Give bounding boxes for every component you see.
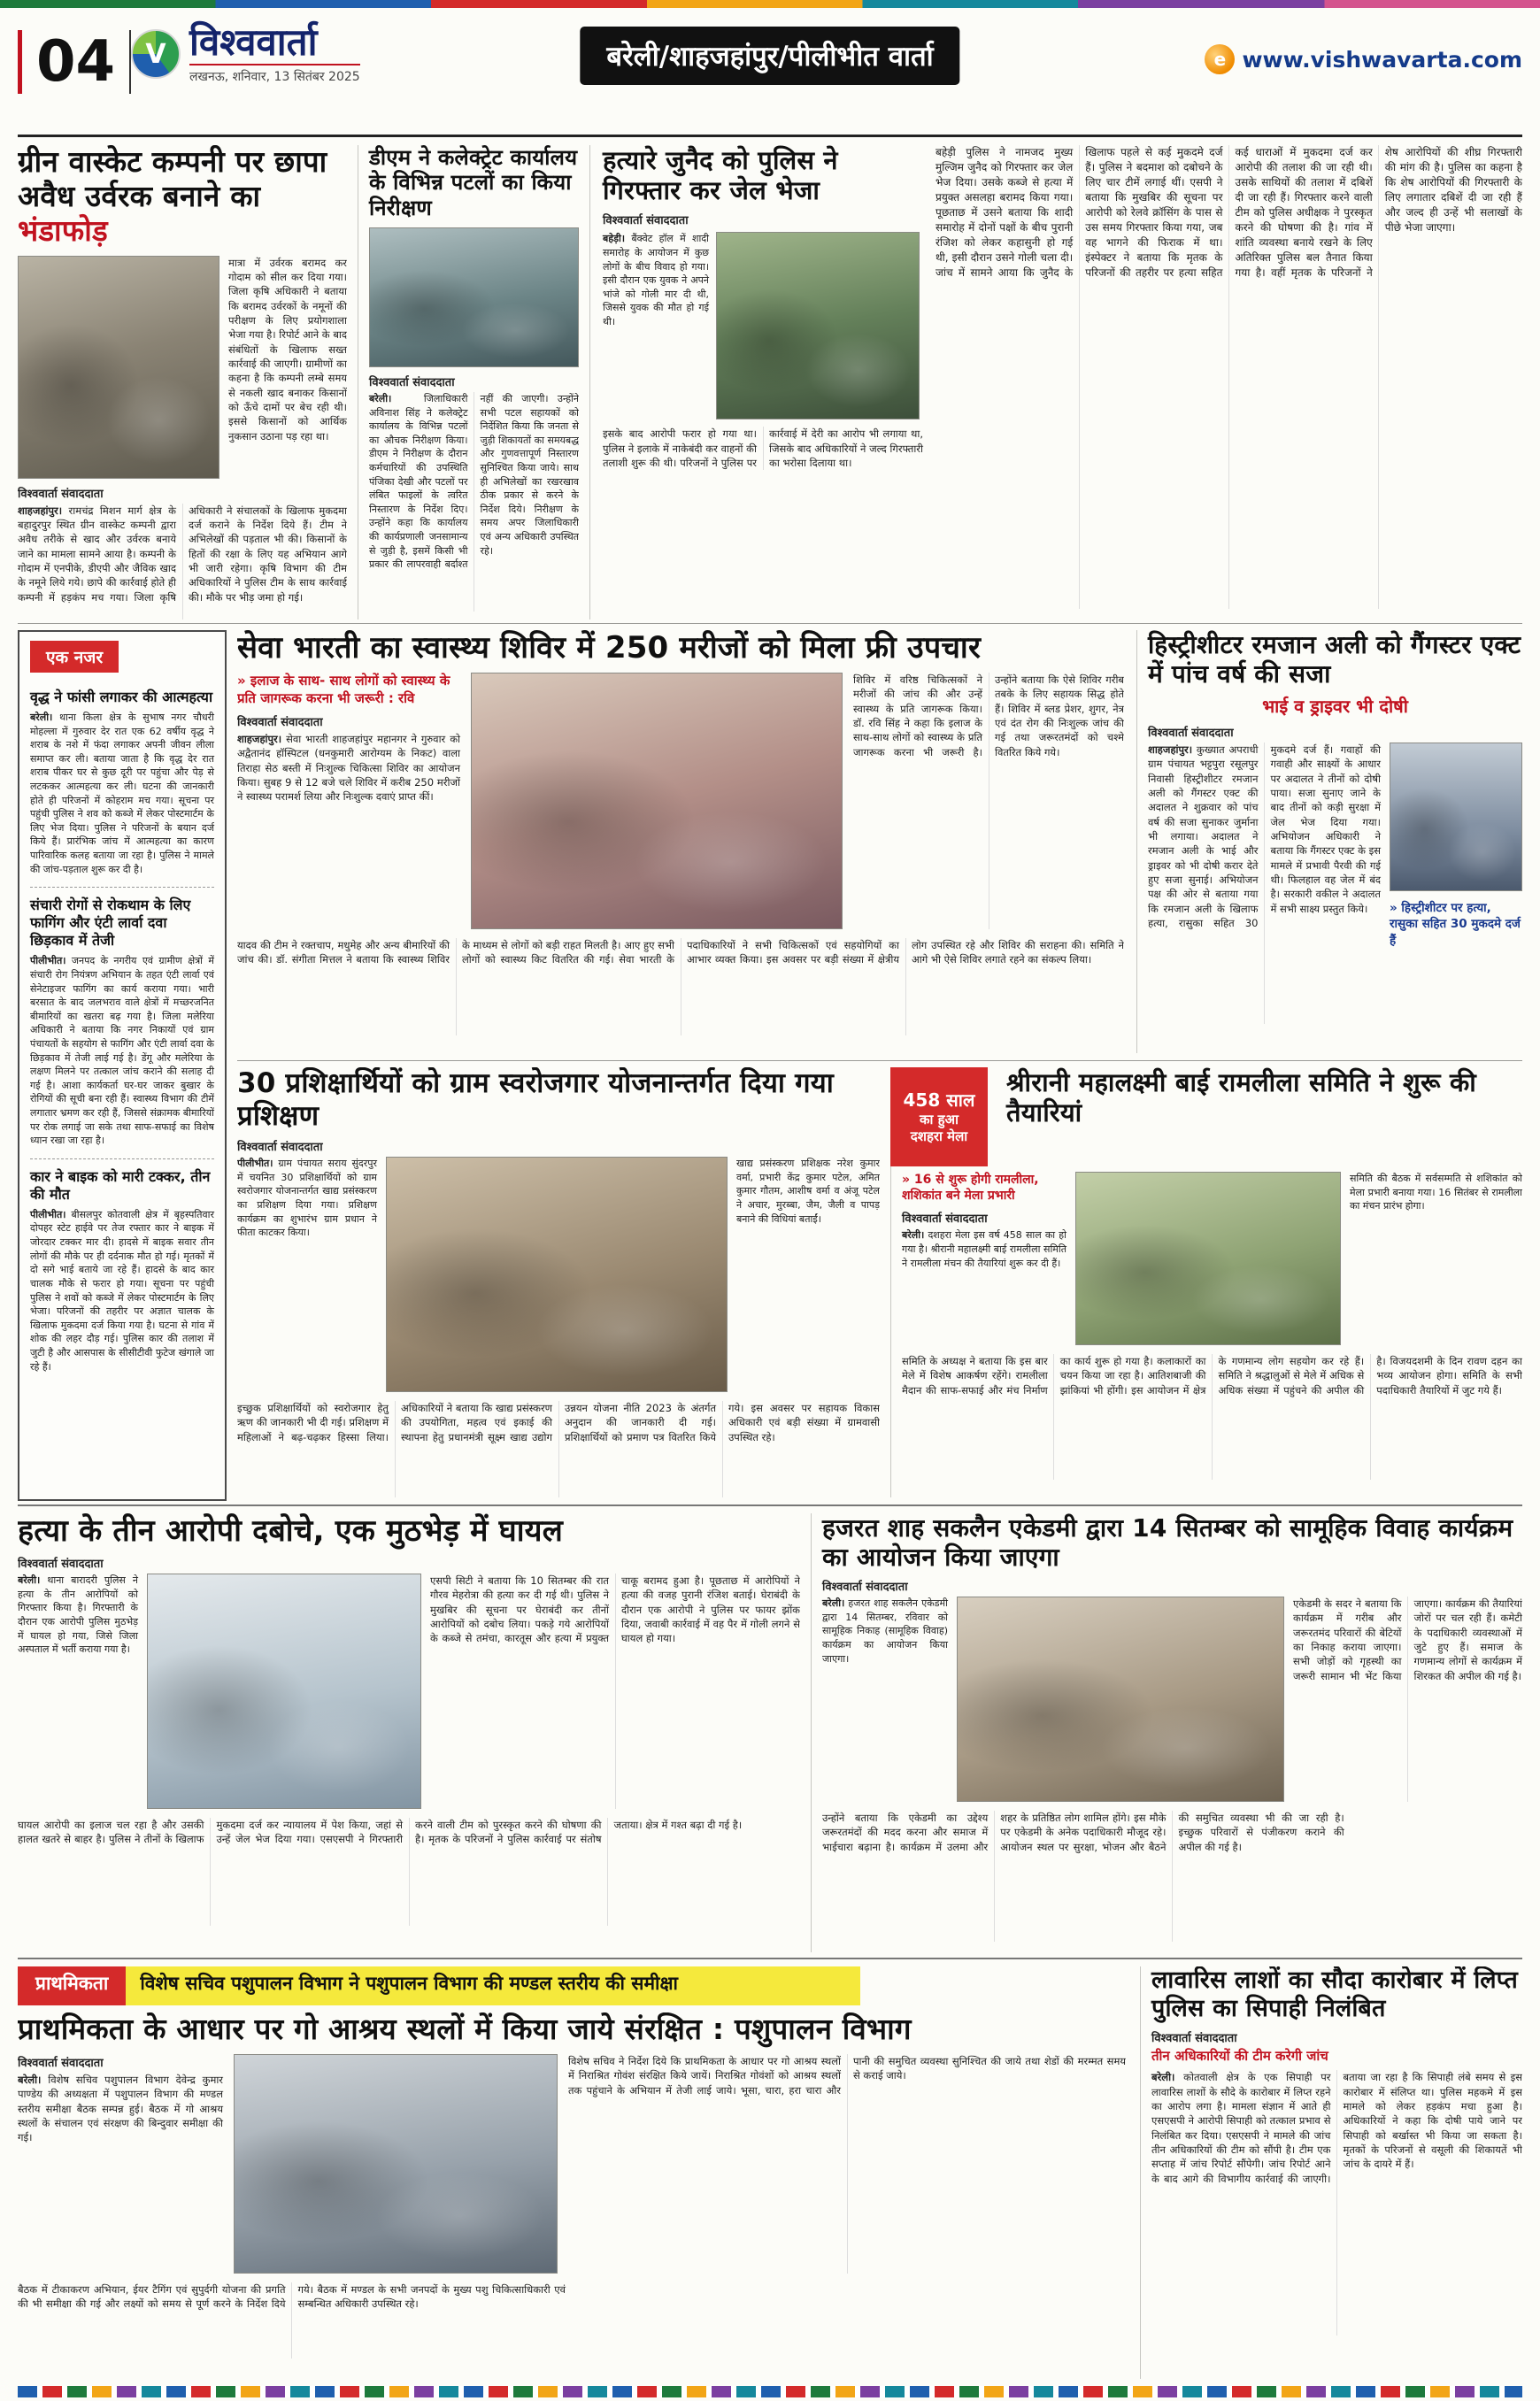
raid-godown-photo — [18, 256, 219, 479]
dateline-location: पीलीभीत। — [30, 955, 66, 967]
article-green-basket — [18, 145, 347, 619]
article-nikah — [811, 1513, 1522, 1952]
article-historysheeter — [1136, 630, 1522, 1053]
murder-body-1 — [18, 1574, 138, 1809]
brief-divider — [30, 1158, 214, 1159]
training-headline: 30 प्रशिक्षार्थियों को ग्राम स्वरोजगार योजनान्तर्गत दिया गया प्रशिक्षण — [237, 1067, 834, 1132]
headline-highlight: भंडाफोड़ — [18, 212, 108, 248]
murder-body-3: घायल आरोपी का इलाज चल रहा है और उसकी हालत खतरे से बाहर है। पुलिस ने तीनों के खिलाफ मुकदमा दर्ज कर न्यायालय में पेश किया, जहां से उन्हें जेल भेज दिया गया। एसएसपी ने गिरफ्तारी करने वाली टीम को पुरस्कृत करने की घोषणा की है। मृतक के परिजनों ने पुलिस कार्रवाई पर संतोष जताया। क्षेत्र में गश्त बढ़ा दी गई है। — [18, 1819, 743, 1846]
ramlila-body-1 — [902, 1228, 1066, 1333]
academy-meeting-photo — [957, 1597, 1284, 1802]
brief-headline: कार ने बाइक को मारी टक्कर, तीन की मौत — [30, 1167, 211, 1203]
junaid-headline: हत्यारे जुनैद को पुलिस ने गिरफ्तार कर जेल भेजा — [603, 145, 838, 206]
article-murder-arrest — [18, 1513, 800, 1952]
article-dm-inspection — [358, 145, 579, 619]
junaid-arrest-photo — [716, 232, 920, 419]
seva-body-1 — [237, 732, 460, 882]
byline: विश्ववार्ता संवाददाता — [369, 375, 455, 389]
body-copy: कोतवाली क्षेत्र के एक सिपाही पर लावारिस लाशों के सौदे के कारोबार में लिप्त रहने का आरोप लगा है। मामला संज्ञान में आते ही एसएसपी ने आरोपी सिपाही को तत्काल प्रभाव से निलंबित कर दिया। एसएसपी ने मामले की जांच तीन अधिकारियों की टीम को सौंपी है। टीम एक सप्ताह में जांच रिपोर्ट सौंपेगी। जांच रिपोर्ट आने के बाद आगे की विभागीय कार्रवाई की जाएगी। बताया जा रहा है कि सिपाही लंबे समय से इस कारोबार में संलिप्त था। पुलिस महकमे में इस मामले को लेकर हड़कंप मचा हुआ है। अधिकारियों ने कहा कि दोषी पाये जाने पर सिपाही को बर्खास्त भी किया जा सकता है। मृतकों के परिजनों से वसूली की शिकायतें भी जांच के दायरे में हैं। — [1151, 2071, 1522, 2185]
seva-headline: सेवा भारती का स्वास्थ्य शिविर में 250 मरीजों को मिला फ्री उपचार — [237, 630, 982, 666]
body-copy: थाना किला क्षेत्र के सुभाष नगर चौधरी मोहल्ला में गुरुवार देर रात एक 62 वर्षीय वृद्ध ने शराब के नशे में फंदा लगाकर अपनी जीवन लीला समाप्त कर ली। बताया जाता है कि वृद्ध देर रात शराब पीकर घर से कुछ दूरी पर पहुंचा और पेड़ से लटककर आत्महत्या कर ली। घटना की जानकारी होते ही परिजनों में कोहराम मच गया। सूचना पर पहुंची पुलिस ने शव को कब्जे में लेकर पोस्टमार्टम के लिए भेज दिया। पुलिस ने परिजनों के बयान दर्ज किये हैं। प्रारंभिक जांच में आत्महत्या का कारण पारिवारिक कलह बताया जा रहा है। पुलिस ने मामले की जांच-पड़ताल शुरू कर दी है। — [30, 712, 214, 875]
historysheeter-headline: हिस्ट्रीशीटर रमजान अली को गैंगस्टर एक्ट में पांच वर्ष की सजा — [1148, 630, 1521, 689]
pashupalan-headline: प्राथमिकता के आधार पर गो आश्रय स्थलों में किया जाये संरक्षित : पशुपालन विभाग — [18, 2012, 912, 2046]
ramlila-body-3: समिति के अध्यक्ष ने बताया कि इस बार मेले में विशेष आकर्षण रहेंगे। रामलीला मैदान की साफ-सफाई और मंच निर्माण का कार्य शुरू हो गया है। कलाकारों का चयन किया जा रहा है। आतिशबाजी की झांकियां भी होंगी। इस आयोजन में क्षेत्र के गणमान्य लोग सहयोग कर रहे हैं। समिति ने श्रद्धालुओं से मेले में अधिक से अधिक संख्या में पहुंचने की अपील की है। विजयदशमी के दिन रावण दहन का भव्य आयोजन होगा। समिति के सभी पदाधिकारी तैयारियों में जुट गये हैं। — [902, 1355, 1522, 1397]
body-copy: हजरत शाह सकलैन एकेडमी द्वारा 14 सितम्बर, रविवार को सामूहिक निकाह (सामूहिक विवाह) कार्यक्रम का आयोजन किया जाएगा। — [822, 1597, 948, 1665]
pashupalan-strip-headline: विशेष सचिव पशुपालन विभाग ने पशुपालन विभाग की मण्डल स्तरीय की समीक्षा — [126, 1966, 860, 2005]
masthead-rule — [18, 135, 1522, 137]
one-glance-box — [18, 630, 227, 1501]
body-copy: रामचंद्र मिशन मार्ग क्षेत्र के बहादुरपुर स्थित ग्रीन वास्केट कम्पनी द्वारा अवैध तरीके से खाद और उर्वरक बनाये जाने का मामला सामने आया है। कम्पनी के गोदाम में एनपीके, डीएपी और जैविक खाद के नमूने लिये गये। छापे की कार्रवाई होते ही कम्पनी में हड़कंप मच गया। जिला कृषि अधिकारी ने संचालकों के खिलाफ मुकदमा दर्ज कराने के निर्देश दिये हैं। टीम ने अभिलेखों की पड़ताल भी की। किसानों के हितों की रक्षा के लिए यह अभियान आगे भी जारी रहेगा। कृषि विभाग की टीम अधिकारियों ने पुलिस टीम के साथ कार्रवाई की। मौके पर भीड़ जमा हो गई। — [18, 504, 347, 604]
nikah-body-2: एकेडमी के सदर ने बताया कि कार्यक्रम में गरीब और जरूरतमंद परिवारों की बेटियों का निकाह कराया जाएगा। सभी जोड़ों को गृहस्थी का जरूरी सामान भी भेंट किया जाएगा। कार्यक्रम की तैयारियां जोरों पर चल रही हैं। कमेटी के पदाधिकारी व्यवस्थाओं में जुटे हुए हैं। समाज के गणमान्य लोगों से कार्यक्रम में शिरकत की अपील की गई है। — [1293, 1597, 1522, 1682]
article-pashupalan — [18, 2012, 1126, 2379]
byline: विश्ववार्ता संवाददाता — [18, 2056, 104, 2070]
row-rule — [18, 1958, 1522, 1959]
review-meeting-photo — [234, 2054, 558, 2274]
ramlila-kicker: » 16 से शुरू होगी रामलीला, शशिकांत बने मेला प्रभारी — [902, 1173, 1039, 1204]
dussehra-mela-box — [890, 1067, 988, 1166]
training-photo — [386, 1157, 728, 1392]
nikah-headline: हजरत शाह सकलैन एकेडमी द्वारा 14 सितम्बर को सामूहिक विवाह कार्यक्रम का आयोजन किया जाएगा — [822, 1513, 1513, 1573]
body-copy: कुख्यात अपराधी ग्राम पंचायत भट्टपुरा रसूलपुर निवासी हिस्ट्रीशीटर रमजान अली को गैंगस्टर एक्ट की अदालत ने शुक्रवार को पांच वर्ष की सजा सुनाकर जुर्माना भी लगाया। अदालत ने रमजान अली के भाई और ड्राइवर को भी दोषी करार देते हुए सजा सुनाई। अभियोजन पक्ष की ओर से बताया गया कि रमजान अली के खिलाफ हत्या, रासुका सहित 30 मुकदमे दर्ज हैं। गवाहों की गवाही और साक्ष्यों के आधार पर अदालत ने तीनों को दोषी पाया। सजा सुनाए जाने के बाद तीनों को कड़ी सुरक्षा में जेल भेज दिया गया। अभियोजन अधिकारी ने बताया कि गैंगस्टर एक्ट के इस मामले में प्रभावी पैरवी की गई थी। फिलहाल वह जेल में बंद है। सरकारी वकील ने अदालत में सभी साक्ष्य प्रस्तुत किये। — [1148, 743, 1381, 929]
website-url: www.vishwavarta.com — [1242, 46, 1522, 73]
body-copy: जनपद के नगरीय एवं ग्रामीण क्षेत्रों में संचारी रोग नियंत्रण अभियान के तहत एंटी लार्वा एवं सेनेटाइजर फागिंग का कार्य कराया गया। भारी बरसात के बाद जलभराव वाले क्षेत्रों में मच्छरजनित बीमारियों का खतरा बढ़ गया है। जिला मलेरिया अधिकारी ने बताया कि नगर निकायों एवं ग्राम पंचायतों के सहयोग से फागिंग और एंटी लार्वा दवा के छिड़काव में तेजी लाई गई है। डेंगू और मलेरिया के लक्षण मिलने पर तत्काल जांच कराने की सलाह दी गई है। आशा कार्यकर्ता घर-घर जाकर बुखार के रोगियों की सूची बना रही हैं। स्वास्थ्य विभाग की टीमें लगातार भ्रमण कर रही हैं, जिससे संक्रामक बीमारियों पर रोक लगाई जा सके तथा साफ-सफाई का विशेष ध्यान रखा जा रहा है। — [30, 955, 214, 1147]
seva-body-2: शिविर में वरिष्ठ चिकित्सकों ने मरीजों की जांच की और उन्हें स्वास्थ्य के प्रति जागरूक किया। डॉ. रवि सिंह ने कहा कि इलाज के साथ-साथ लोगों को स्वास्थ्य के प्रति जागरूक करना भी जरूरी है। उन्होंने बताया कि ऐसे शिविर गरीब तबके के लिए सहायक सिद्ध होते हैं। शिविर में ब्लड प्रेशर, शुगर, नेत्र एवं दंत रोग की निःशुल्क जांच की गई तथा जरूरतमंदों को चश्मे वितरित किये गये। — [853, 673, 1124, 758]
dateline-location: पीलीभीत। — [237, 1158, 273, 1170]
masthead-text — [189, 20, 360, 85]
masthead-brand — [131, 20, 360, 85]
training-body-1 — [237, 1157, 377, 1392]
junaid-body-under: इसके बाद आरोपी फरार हो गया था। पुलिस ने इलाके में नाकेबंदी कर वाहनों की तलाशी शुरू की थी। परिजनों ने पुलिस पर कार्रवाई में देरी का आरोप भी लगाया था, जिसके बाद अधिकारियों ने जल्द गिरफ्तारी का भरोसा दिलाया था। — [603, 427, 923, 470]
article-training — [237, 1067, 880, 1497]
dm-headline: डीएम ने कलेक्ट्रेट कार्यालय के विभिन्न पटलों का किया निरीक्षण — [369, 145, 578, 220]
murder-body-2: एसपी सिटी ने बताया कि 10 सितम्बर की रात गौरव मेहरोत्रा की हत्या कर दी गई थी। पुलिस ने मुखबिर की सूचना पर घेराबंदी कर तीनों आरोपियों को दबोच लिया। पकड़े गये आरोपियों के कब्जे से तमंचा, कारतूस और हत्या में प्रयुक्त चाकू बरामद हुआ है। पूछताछ में आरोपियों ने हत्या की वजह पुरानी रंजिश बताई। घेराबंदी के दौरान एक आरोपी ने पुलिस पर फायर झोंक दिया, जवाबी कार्रवाई में वह पैर में गोली लगने से घायल हो गया। — [430, 1574, 800, 1645]
ramlila-body-2: समिति की बैठक में सर्वसम्मति से शशिकांत को मेला प्रभारी बनाया गया। 16 सितंबर से रामलीला का मंचन प्रारंभ होगा। — [1350, 1173, 1522, 1212]
brief-body — [30, 954, 214, 1148]
seva-kicker: » इलाज के साथ- साथ लोगों को स्वास्थ्य के प्रति जागरूक करना भी जरूरी : रवि — [237, 673, 450, 706]
logo-v-icon — [131, 29, 181, 79]
byline: विश्ववार्ता संवाददाता — [18, 487, 104, 501]
edition-title: बरेली/शाहजहांपुर/पीलीभीत वार्ता — [580, 27, 959, 85]
byline: विश्ववार्ता संवाददाता — [603, 214, 689, 228]
training-body-3: इच्छुक प्रशिक्षार्थियों को स्वरोजगार हेतु ऋण की जानकारी भी दी गई। प्रशिक्षण में महिलाओं ने बढ़-चढ़कर हिस्सा लिया। अधिकारियों ने बताया कि खाद्य प्रसंस्करण की उपयोगिता, महत्व एवं इकाई की स्थापना हेतु प्रधानमंत्री सूक्ष्म खाद्य उद्योग उन्नयन योजना नीति 2023 के अंतर्गत अनुदान की जानकारी दी गई। प्रशिक्षार्थियों को प्रमाण पत्र वितरित किये गये। इस अवसर पर सहायक विकास अधिकारी एवं बड़ी संख्या में ग्रामवासी उपस्थित रहे। — [237, 1402, 880, 1443]
masthead-dateline: लखनऊ, शनिवार, 13 सितंबर 2025 — [189, 64, 360, 85]
byline: विश्ववार्ता संवाददाता — [237, 1141, 323, 1155]
masthead — [18, 14, 1522, 131]
nikah-body-3: उन्होंने बताया कि एकेडमी का उद्देश्य जरूरतमंदों की मदद करना और समाज में भाईचारा बढ़ाना है। कार्यक्रम में उलमा और शहर के प्रतिष्ठित लोग शामिल होंगे। इस मौके पर एकेडमी के अनेक पदाधिकारी मौजूद रहे। आयोजन स्थल पर सुरक्षा, भोजन और बैठने की समुचित व्यवस्था भी की जा रही है। इच्छुक परिवारों से पंजीकरण कराने की अपील की गई है। — [822, 1812, 1344, 1853]
body-copy: बीसलपुर कोतवाली क्षेत्र में बृहस्पतिवार दोपहर स्टेट हाईवे पर तेज रफ्तार कार ने बाइक में जोरदार टक्कर मार दी। हादसे में बाइक सवार तीन लोगों की मौके पर ही दर्दनाक मौत हो गई। मृतकों में दो सगे भाई बताये जा रहे हैं। हादसे के बाद कार चालक मौके से फरार हो गया। सूचना पर पहुंची पुलिस ने शवों को कब्जे में लेकर पोस्टमार्टम के लिए भेजा। परिजनों की तहरीर पर अज्ञात चालक के खिलाफ मुकदमा दर्ज किया गया है। घटना से गांव में शोक की लहर दौड़ गई। पुलिस कार की तलाश में जुटी है और आसपास के सीसीटीवी फुटेज खंगाले जा रहे हैं। — [30, 1208, 214, 1373]
article-suspended-cop — [1140, 1966, 1522, 2379]
body-copy: बैंक्वेट हॉल में शादी समारोह के आयोजन में कुछ लोगों के बीच विवाद हो गया। इसी दौरान एक युवक ने अपने भांजे को गोली मार दी थी, जिससे युवक की मौत हो गई थी। — [603, 233, 710, 328]
dateline-location: शाहजहांपुर। — [237, 733, 282, 746]
dateline-location: पीलीभीत। — [30, 1208, 66, 1220]
body-copy: जिलाधिकारी अविनाश सिंह ने कलेक्ट्रेट कार्यालय के विभिन्न पटलों का औचक निरीक्षण किया। डीएम ने निरीक्षण के दौरान कर्मचारियों की उपस्थिति पंजिका देखी और पटलों पर लंबित फाइलों के त्वरित निस्तारण के निर्देश दिए। उन्होंने कहा कि कार्यालय की कार्यप्रणाली जनसामान्य से जुड़ी है, इसमें किसी भी प्रकार की लापरवाही बर्दाश्त नहीं की जाएगी। उन्होंने सभी पटल सहायकों को निर्देशित किया कि जनता से जुड़ी शिकायतों का समयबद्ध और गुणवत्तापूर्ण निस्तारण सुनिश्चित किया जाये। साथ ही अभिलेखों का रखरखाव ठीक प्रकार से करने के निर्देश दिये। निरीक्षण के समय अपर जिलाधिकारी एवं अन्य अधिकारी उपस्थित रहे। — [369, 392, 579, 571]
mela-line1: 458 साल — [903, 1089, 975, 1111]
mela-line2: का हुआ — [920, 1111, 959, 1127]
historysheeter-quote: » हिस्ट्रीशीटर पर हत्या, रासुका सहित 30 मुकदमे दर्ज हैं — [1390, 901, 1521, 948]
body-copy: विशेष सचिव पशुपालन विभाग देवेन्द्र कुमार पाण्डेय की अध्यक्षता में पशुपालन विभाग की मण्डल स्तरीय समीक्षा बैठक सम्पन्न हुई। बैठक में गो आश्रय स्थलों के संचालन एवं संरक्षण की बिन्दुवार समीक्षा की गई। — [18, 2073, 224, 2144]
ramlila-committee-photo — [1075, 1172, 1341, 1345]
brief-item — [30, 897, 214, 1148]
article-junaid-arrest — [589, 145, 1522, 619]
row-rule — [237, 1060, 1522, 1061]
website — [1205, 44, 1522, 74]
suspended-cop-body — [1151, 2070, 1522, 2336]
dateline-location: बरेली। — [18, 1574, 41, 1587]
dateline-location: बरेली। — [822, 1597, 845, 1610]
brief-body — [30, 711, 214, 876]
article-seva-bharti — [237, 630, 1124, 1053]
logo-letter: V — [145, 38, 166, 70]
bottom-color-strip — [18, 2386, 1522, 2397]
brief-divider — [30, 887, 214, 888]
historysheeter-portrait-photo — [1390, 743, 1522, 891]
suspended-cop-headline: लावारिस लाशों का सौदा कारोबार में लिप्त पुलिस का सिपाही निलंबित — [1151, 1966, 1518, 2022]
pashupalan-body-3: बैठक में टीकाकरण अभियान, ईयर टैगिंग एवं सुपुर्दगी योजना की प्रगति की भी समीक्षा की गई और लक्ष्यों को समय से पूर्ण करने के निर्देश दिये गये। बैठक में मण्डल के सभी जनपदों के मुख्य पशु चिकित्साधिकारी एवं सम्बन्धित अधिकारी उपस्थित रहे। — [18, 2282, 566, 2311]
brief-item — [30, 1168, 214, 1374]
dm-inspection-photo — [369, 227, 579, 367]
green-basket-headline — [18, 145, 347, 249]
dateline-location: शाहजहांपुर। — [18, 504, 63, 517]
masthead-title: विश्ववार्ता — [189, 20, 318, 64]
dateline-location: बरेली। — [18, 2073, 42, 2086]
page-number: 04 — [18, 30, 131, 94]
row-rule — [18, 1504, 1522, 1506]
dateline-location: बरेली। — [30, 712, 53, 723]
suspended-cop-kicker: तीन अधिकारियों की टीम करेगी जांच — [1151, 2047, 1328, 2064]
dateline-location: बहेड़ी। — [603, 233, 626, 245]
historysheeter-subhead: भाई व ड्राइवर भी दोषी — [1262, 696, 1408, 718]
byline: विश्ववार्ता संवाददाता — [1151, 2031, 1237, 2045]
health-camp-photo — [471, 673, 843, 929]
headline-line2: अवैध उर्वरक बनाने का — [18, 178, 261, 213]
dateline-location: बरेली। — [1151, 2071, 1175, 2084]
body-copy: ग्राम पंचायत सराय सुंदरपुर में चयनित 30 प्रशिक्षार्थियों को ग्राम स्वरोजगार योजनान्तर्गत खाद्य प्रसंस्करण का प्रशिक्षण दिया गया। प्रशिक्षण कार्यक्रम का शुभारंभ ग्राम प्रधान ने फीता काटकर किया। — [237, 1158, 378, 1239]
byline: विश्ववार्ता संवाददाता — [822, 1581, 908, 1595]
priority-label: प्राथमिकता — [18, 1966, 126, 2005]
website-e-icon: e — [1205, 44, 1235, 74]
murder-headline: हत्या के तीन आरोपी दबोचे, एक मुठभेड़ में घायल — [18, 1513, 563, 1549]
body-copy: दशहरा मेला इस वर्ष 458 साल का हो गया है। श्रीरानी महालक्ष्मी बाई रामलीला समिति ने रामलीला मंचन की तैयारियां शुरू कर दी हैं। — [902, 1229, 1066, 1269]
junaid-lead — [603, 232, 709, 419]
historysheeter-body — [1148, 743, 1381, 1024]
top-color-strip — [0, 0, 1540, 8]
byline: विश्ववार्ता संवाददाता — [18, 1558, 104, 1572]
ramlila-headline: श्रीरानी महालक्ष्मी बाई रामलीला समिति ने शुरू की तैयारियां — [1006, 1067, 1476, 1128]
row-rule — [18, 623, 1522, 624]
green-basket-body — [18, 504, 347, 619]
brief-headline: संचारी रोगों से रोकथाम के लिए फागिंग और एंटी लार्वा दवा छिड़काव में तेजी — [30, 897, 191, 950]
dateline-location: शाहजहांपुर। — [1148, 743, 1193, 757]
headline-line1: ग्रीन वास्केट कम्पनी पर छापा — [18, 145, 327, 179]
mela-line3: दशहरा मेला — [910, 1127, 968, 1144]
pashupalan-body-2: विशेष सचिव ने निर्देश दिये कि प्राथमिकता के आधार पर गो आश्रय स्थलों में निराश्रित गोवंश संरक्षित किये जायें। निराश्रित गोवंशों को आश्रय स्थलों तक पहुंचाने के अभियान में तेजी लाई जाये। भूसा, चारा, हरा चारा और पानी की समुचित व्यवस्था सुनिश्चित की जाये तथा शेडों की मरम्मत समय से कराई जाये। — [568, 2054, 1126, 2097]
one-glance-label: एक नजर — [30, 641, 119, 673]
dateline-location: बरेली। — [369, 392, 392, 404]
body-copy: थाना बारादरी पुलिस ने हत्या के तीन आरोपियों को गिरफ्तार किया है। गिरफ्तारी के दौरान एक आरोपी पुलिस मुठभेड़ में घायल हो गया, जिसे जिला अस्पताल में भर्ती कराया गया है। — [18, 1574, 139, 1656]
brief-body — [30, 1208, 214, 1374]
junaid-body-main: बहेड़ी पुलिस ने नामजद मुख्य मुल्जिम जुनैद को गिरफ्तार कर जेल भेज दिया। उसके कब्जे से हत्या में प्रयुक्त असलहा बरामद किया गया। पूछताछ में उसने बताया कि शादी समारोह में दोनों पक्षों के बीच पुरानी रंजिश को लेकर कहासुनी हो गई थी, इसी दौरान उसने गोली चला दी। जांच में सामने आया कि जुनैद के खिलाफ पहले से कई मुकदमे दर्ज हैं। पुलिस ने बदमाश को दबोचने के लिए चार टीमें लगाई थीं। एसपी ने बताया कि मुखबिर की सूचना पर आरोपी को रेलवे क्रॉसिंग के पास से उस समय गिरफ्तार किया गया, जब वह भागने की फिराक में था। इंस्पेक्टर ने बताया कि मृतक के परिजनों की तहरीर पर हत्या सहित कई धाराओं में मुकदमा दर्ज कर आरोपी की तलाश की जा रही थी। उसके साथियों की तलाश में दबिशें दी जा रही हैं। गिरफ्तार करने वाली टीम को पुलिस अधीक्षक ने पुरस्कृत करने की घोषणा की है। गांव में शांति व्यवस्था बनाये रखने के लिए अतिरिक्त पुलिस बल तैनात किया गया है। वहीं मृतक के परिजनों ने शेष आरोपियों की शीघ्र गिरफ्तारी की मांग की है। पुलिस का कहना है कि शेष आरोपियों की गिरफ्तारी के लिए लगातार दबिशें दी जा रही हैं और जल्द ही उन्हें भी सलाखों के पीछे भेजा जाएगा। — [936, 146, 1522, 280]
pashupalan-body-1 — [18, 2073, 223, 2271]
body-copy: सेवा भारती शाहजहांपुर महानगर ने गुरुवार को अद्वैतानंद हॉस्पिटल (धनकुमारी आरोग्यम के निकट) वाला तिराहा सेठ बस्ती में निःशुल्क चिकित्सा शिविर का आयोजन किया। सुबह 9 से 12 बजे चले शिविर में करीब 250 मरीजों ने स्वास्थ्य परामर्श लिया और निःशुल्क दवाएं प्राप्त कीं। — [237, 733, 461, 804]
green-basket-body-side: मात्रा में उर्वरक बरामद कर गोदाम को सील कर दिया गया। जिला कृषि अधिकारी ने बताया कि बरामद उर्वरकों के नमूनों की परीक्षण के लिए प्रयोगशाला भेजा गया है। रिपोर्ट आने के बाद संबंधितों के खिलाफ सख्त कार्रवाई की जाएगी। ग्रामीणों का कहना है कि कम्पनी लम्बे समय से नकली खाद बनाकर किसानों को ऊँचे दामों पर बेच रही थी। इससे किसानों को आर्थिक नुकसान उठाना पड़ रहा था। — [228, 256, 347, 442]
brief-headline: वृद्ध ने फांसी लगाकर की आत्महत्या — [30, 689, 213, 705]
dm-body — [369, 392, 579, 612]
training-body-2: खाद्य प्रसंस्करण प्रशिक्षक नरेश कुमार वर्मा, प्रभारी केंद्र कुमार पटेल, अमित कुमार गौतम, आशीष वर्मा व अंजू पटेल ने अचार, मुरब्बा, जैम, जैली व पापड़ बनाने की विधियां बताईं। — [736, 1158, 880, 1225]
brief-item — [30, 689, 214, 876]
nikah-body-1 — [822, 1597, 948, 1802]
byline: विश्ववार्ता संवाददाता — [1148, 727, 1234, 741]
seva-body-3: यादव की टीम ने रक्तचाप, मधुमेह और अन्य बीमारियों की जांच की। डॉ. संगीता मित्तल ने बताया कि स्वास्थ्य शिविर के माध्यम से लोगों को बड़ी राहत मिलती है। आए हुए सभी लोगों को स्वास्थ्य किट वितरित की गई। सेवा भारती के पदाधिकारियों ने सभी चिकित्सकों एवं सहयोगियों का आभार व्यक्त किया। इस अवसर पर बड़ी संख्या में क्षेत्रीय लोग उपस्थित रहे और शिविर की सराहना की। समिति ने आगे भी ऐसे शिविर लगाते रहने का संकल्प लिया। — [237, 939, 1124, 966]
pashupalan-strip — [18, 1966, 860, 2005]
injured-accused-photo — [147, 1574, 421, 1809]
byline: विश्ववार्ता संवाददाता — [902, 1212, 988, 1227]
byline: विश्ववार्ता संवाददाता — [237, 716, 323, 730]
dateline-location: बरेली। — [902, 1229, 925, 1242]
